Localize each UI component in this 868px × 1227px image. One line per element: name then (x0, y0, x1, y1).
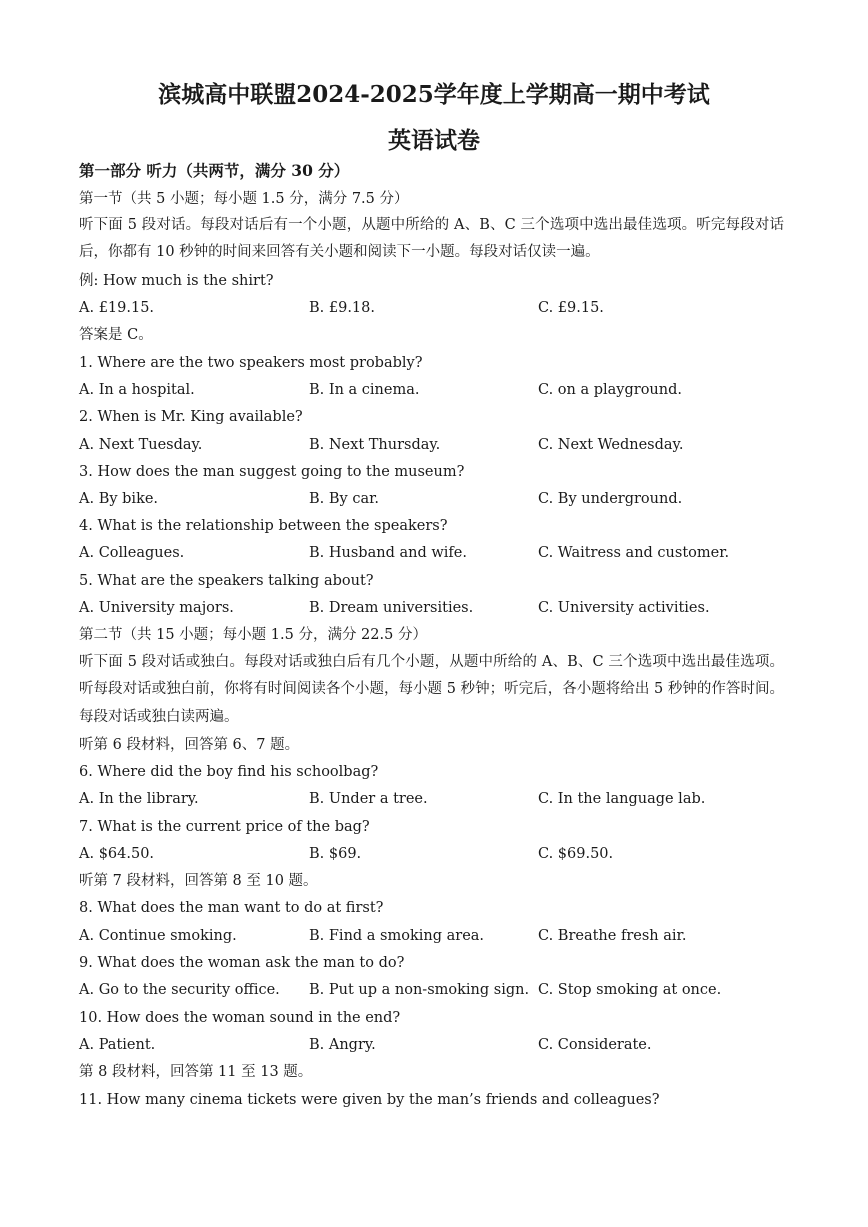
q2-option-b: B. Next Thursday. (309, 437, 441, 453)
q5-option-c: C. University activities. (538, 600, 710, 616)
q9-option-a: A. Go to the security office. (79, 982, 280, 998)
part1-heading: 第一部分 听力（共两节，满分 30 分） (79, 161, 350, 180)
q4-option-b: B. Husband and wife. (309, 545, 467, 561)
question-3: 3. How does the man suggest going to the museum? (79, 464, 465, 480)
q7-option-b: B. $69. (309, 846, 362, 862)
q5-option-a: A. University majors. (79, 600, 234, 616)
material-6-instruction: 听第 6 段材料，回答第 6、7 题。 (79, 737, 300, 753)
q10-option-a: A. Patient. (79, 1037, 156, 1053)
question-4: 4. What is the relationship between the speakers? (79, 518, 448, 534)
question-9: 9. What does the woman ask the man to do? (79, 955, 405, 971)
q1-option-b: B. In a cinema. (309, 382, 420, 398)
example-option-b: B. £9.18. (309, 300, 375, 316)
q3-option-b: B. By car. (309, 491, 380, 507)
section2-heading: 第二节（共 15 小题；每小题 1.5 分，满分 22.5 分） (79, 627, 427, 643)
question-8: 8. What does the man want to do at first? (79, 900, 384, 916)
example-option-c: C. £9.15. (538, 300, 604, 316)
q1-option-a: A. In a hospital. (79, 382, 195, 398)
q10-option-b: B. Angry. (309, 1037, 376, 1053)
q9-option-c: C. Stop smoking at once. (538, 982, 722, 998)
question-10: 10. How does the woman sound in the end? (79, 1010, 401, 1026)
q10-option-c: C. Considerate. (538, 1037, 652, 1053)
material-8-instruction: 第 8 段材料，回答第 11 至 13 题。 (79, 1064, 313, 1080)
section1-instructions: 听下面 5 段对话。每段对话后有一个小题，从题中所给的 A、B、C 三个选项中选出最佳选项。听完每段对话后，你都有 10 秒钟的时间来回答有关小题和阅读下一小题。每段对话仅读一遍。 (79, 217, 784, 261)
q2-option-c: C. Next Wednesday. (538, 437, 684, 453)
q6-option-b: B. Under a tree. (309, 791, 428, 807)
example-answer: 答案是 C。 (79, 327, 153, 343)
q8-option-c: C. Breathe fresh air. (538, 928, 687, 944)
question-7: 7. What is the current price of the bag? (79, 819, 370, 835)
question-2: 2. When is Mr. King available? (79, 409, 303, 425)
q3-option-a: A. By bike. (79, 491, 159, 507)
q8-option-a: A. Continue smoking. (79, 928, 237, 944)
q4-option-c: C. Waitress and customer. (538, 545, 730, 561)
q9-option-b: B. Put up a non-smoking sign. (309, 982, 530, 998)
q5-option-b: B. Dream universities. (309, 600, 474, 616)
q6-option-c: C. In the language lab. (538, 791, 706, 807)
material-7-instruction: 听第 7 段材料，回答第 8 至 10 题。 (79, 873, 318, 889)
question-6: 6. Where did the boy find his schoolbag? (79, 764, 379, 780)
q6-option-a: A. In the library. (79, 791, 199, 807)
q3-option-c: C. By underground. (538, 491, 683, 507)
exam-title: 滨城高中联盟2024-2025学年度上学期高一期中考试 (158, 81, 710, 108)
q8-option-b: B. Find a smoking area. (309, 928, 485, 944)
section1-heading: 第一节（共 5 小题；每小题 1.5 分，满分 7.5 分） (79, 191, 409, 207)
q7-option-a: A. $64.50. (79, 846, 155, 862)
q4-option-a: A. Colleagues. (79, 545, 185, 561)
question-11: 11. How many cinema tickets were given by the man’s friends and colleagues? (79, 1092, 660, 1108)
section2-instructions: 听下面 5 段对话或独白。每段对话或独白后有几个小题，从题中所给的 A、B、C 三个选项中选出最佳选项。听每段对话或独白前，你将有时间阅读各个小题，每小题 5 秒钟；听完后，各小题将给出 5 秒钟的作答时间。每段对话或独白读两遍。 (79, 654, 784, 725)
example-question: 例: How much is the shirt? (79, 273, 274, 289)
example-option-a: A. £19.15. (79, 300, 155, 316)
q7-option-c: C. $69.50. (538, 846, 614, 862)
question-5: 5. What are the speakers talking about? (79, 573, 374, 589)
q1-option-c: C. on a playground. (538, 382, 682, 398)
question-1: 1. Where are the two speakers most probably? (79, 355, 423, 371)
q2-option-a: A. Next Tuesday. (79, 437, 203, 453)
exam-subtitle: 英语试卷 (388, 127, 480, 154)
